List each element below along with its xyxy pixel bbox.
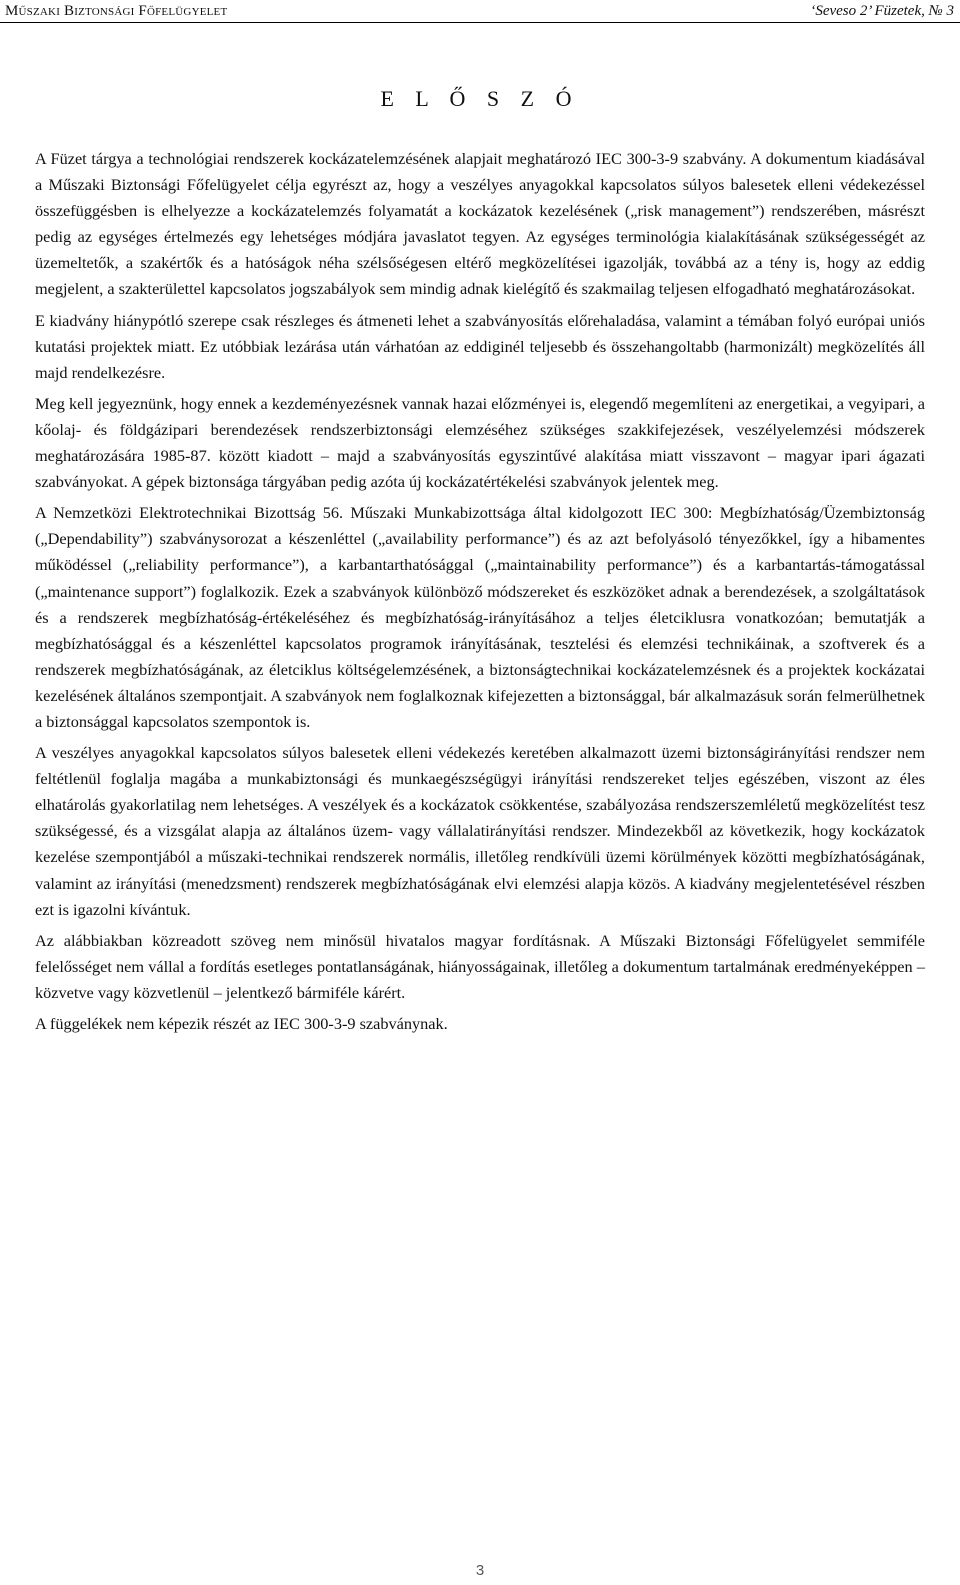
paragraph-3: Meg kell jegyeznünk, hogy ennek a kezdeményezésnek vannak hazai előzményei is, elegendő megemlíteni az energetikai, a vegyipari, a kőolaj- és földgázipari berendezések rendszerbiztonsági elemzéséhez szükséges szakkifejezések, veszélyelemzési módszerek meghatározására 1985-87. között kiadott – majd a szabványosítás egyszintűvé alakítása miatt visszavont – magyar ipari ágazati szabványokat. A gépek biztonsága tárgyában pedig azóta új kockázatértékelési szabványok jelentek meg. <box>35 393 925 492</box>
paragraph-1: A Füzet tárgya a technológiai rendszerek kockázatelemzésének alapjait meghatározó IEC 300-3-9 szabvány. A dokumentum kiadásával a Műszaki Biztonsági Főfelügyelet célja egyrészt az, hogy a veszélyes anyagokkal kapcsolatos súlyos balesetek elleni védekezéssel összefüggésben is elhelyezze a kockázatelemzés folyamatát a kockázatok kezelésének („risk management”) rendszerében, másrészt pedig az egységes értelmezés egy lehetséges módjára javaslatot tegyen. Az egységes terminológia kialakításának szükségességét az üzemeltetők, a szakértők és a hatóságok néha szélsőségesen eltérő megközelítései igazolják, továbbá az a tény is, hogy az eddig megjelent, a szakterülettel kapcsolatos jogszabályok sem mindig adnak kielégítő és szakmailag teljesen elfogadható meghatározásokat. <box>35 149 925 299</box>
paragraph-5: A veszélyes anyagokkal kapcsolatos súlyos balesetek elleni védekezés keretében alkalmazott üzemi biztonságirányítási rendszer nem feltétlenül foglalja magába a munkabiztonsági és munkaegészségügyi irányítási rendszereket teljes egészében, viszont az éles elhatárolás gyakorlatilag nem lehetséges. A veszélyek és a kockázatok csökkentése, szabályozása rendszerszemléletű megközelítést tesz szükségessé, és a vizsgálat alapja az általános üzem- vagy vállalatirányítási rendszer. Mindezekből az következik, hogy kockázatok kezelése szempontjából a műszaki-technikai rendszerek normális, illetőleg rendkívüli üzemi körülmények közötti megbízhatóságának, valamint az irányítási (menedzsment) rendszerek megbízhatóságának elvi elemzési alapja közös. A kiadvány megjelentetésével részben ezt is igazolni kívántuk. <box>35 743 925 919</box>
header-organization: Műszaki Biztonsági Főfelügyelet <box>5 3 228 19</box>
document-body <box>35 146 925 1042</box>
page-header <box>0 0 960 23</box>
paragraph-4: A Nemzetközi Elektrotechnikai Bizottság 56. Műszaki Munkabizottsága által kidolgozott IEC 300: Megbízhatóság/Üzembiztonság („Dependability”) szabványsorozat a készenléttel („availability performance”) és az azt befolyásoló tényezőkkel, így a hibamentes működéssel („reliability performance”), a karbantarthatósággal („maintainability performance”) és a karbantartás-támogatással („maintenance support”) foglalkozik. Ezek a szabványok különböző módszereket és eszközöket adnak a berendezések, a szolgáltatások és a rendszerek megbízhatóság-értékeléséhez és megbízhatóság-irányításához a teljes életciklusra vonatkozóan; bemutatják a megbízhatósággal és a készenléttel kapcsolatos programok irányításának, tesztelési és elemzési technikáinak, a szoftverek és a rendszerek megbízhatóságának, az életciklus költségelemzésének, a biztonságtechnikai kockázatelemzésnek és a projektek kockázatai kezelésének általános szempontjait. A szabványok nem foglalkoznak kifejezetten a biztonsággal, bár alkalmazásuk során felmerülhetnek a biztonsággal kapcsolatos szempontok is. <box>35 503 925 731</box>
paragraph-2: E kiadvány hiánypótló szerepe csak részleges és átmeneti lehet a szabványosítás előrehaladása, valamint a témában folyó európai uniós kutatási projektek miatt. Ez utóbbiak lezárása után várhatóan az eddiginél teljesebb és összehangoltabb (harmonizált) megközelítés áll majd rendelkezésre. <box>35 310 925 382</box>
paragraph-6: Az alábbiakban közreadott szöveg nem minősül hivatalos magyar fordításnak. A Műszaki Biztonsági Főfelügyelet semmiféle felelősséget nem vállal a fordítás esetleges pontatlanságának, hiányosságainak, illetőleg a dokumentum tartalmának eredményeképpen – közvetve vagy közvetlenül – jelentkező bármiféle kárért. <box>35 930 925 1002</box>
header-series-title: ‘Seveso 2’ Füzetek, № 3 <box>810 3 954 19</box>
paragraph-7: A függelékek nem képezik részét az IEC 300-3-9 szabványnak. <box>35 1014 448 1033</box>
page-title: E L Ő S Z Ó <box>380 86 580 111</box>
page-number: 3 <box>475 1562 485 1579</box>
